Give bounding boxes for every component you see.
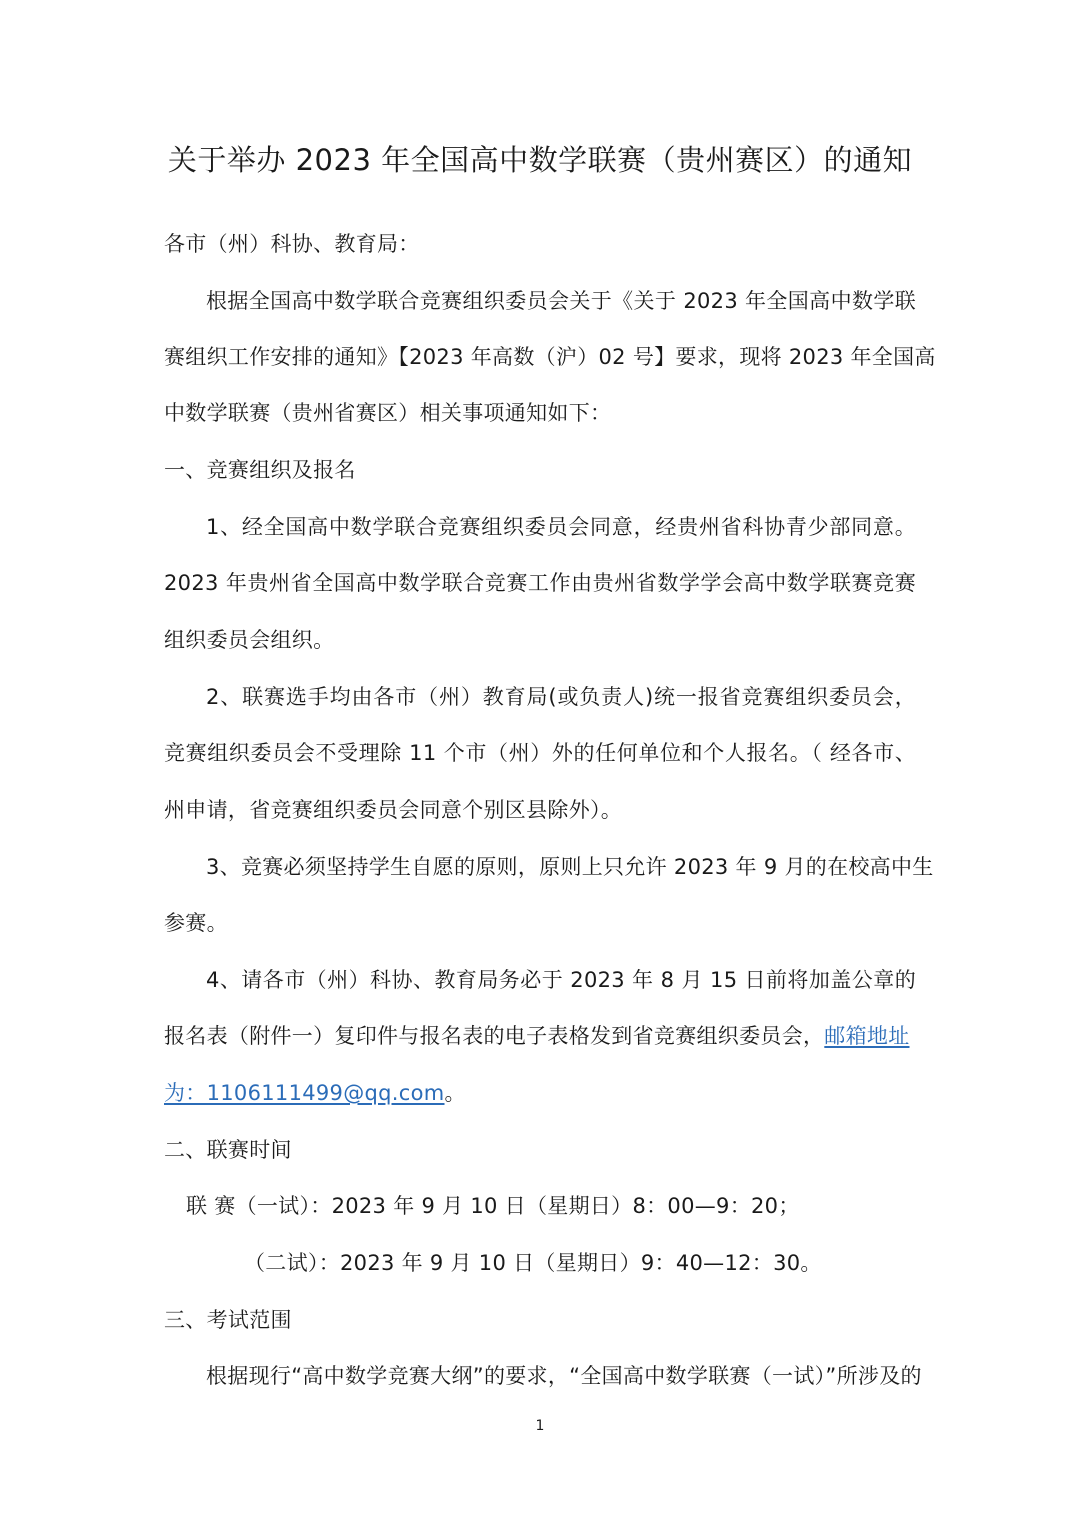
item-4-line-3-end: 。 (444, 1081, 466, 1105)
item-1-line-1: 1、经全国高中数学联合竞赛组织委员会同意，经贵州省科协青少部同意。 (206, 515, 916, 539)
item-2-line-1: 2、联赛选手均由各市（州）教育局(或负责人)统一报省竞赛组织委员会， (206, 685, 916, 709)
item-3-line-1: 3、竞赛必须坚持学生自愿的原则，原则上只允许 2023 年 9 月的在校高中生 (206, 855, 934, 879)
page-number: 1 (535, 1418, 545, 1434)
schedule-round-2: （二试）：2023 年 9 月 10 日（星期日）9：40—12：30。 (244, 1251, 822, 1275)
item-2-line-3: 州申请，省竞赛组织委员会同意个别区县除外）。 (164, 798, 623, 822)
intro-line-1: 根据全国高中数学联合竞赛组织委员会关于《关于 2023 年全国高中数学联 (206, 289, 916, 313)
item-4-line-2 (164, 1021, 916, 1051)
section-heading-1: 一、竞赛组织及报名 (164, 458, 356, 482)
item-2-line-2: 竞赛组织委员会不受理除 11 个市（州）外的任何单位和个人报名。（ 经各市、 (164, 741, 916, 765)
item-1-line-3: 组织委员会组织。 (164, 628, 335, 652)
item-4-line-2-text: 报名表（附件一）复印件与报名表的电子表格发到省竞赛组织委员会， (164, 1024, 825, 1048)
item-3-line-2: 参赛。 (164, 911, 228, 935)
schedule-round-1: 联 赛（一试）：2023 年 9 月 10 日（星期日）8：00—9：20； (186, 1194, 800, 1218)
section-heading-2: 二、联赛时间 (164, 1138, 292, 1162)
document-title: 关于举办 2023 年全国高中数学联赛（贵州赛区）的通知 (167, 143, 913, 177)
salutation: 各市（州）科协、教育局： (164, 232, 420, 256)
item-1-line-2: 2023 年贵州省全国高中数学联合竞赛工作由贵州省数学学会高中数学联赛竞赛 (164, 571, 916, 595)
scope-line-1: 根据现行“高中数学竞赛大纲”的要求，“全国高中数学联赛（一试）”所涉及的 (206, 1364, 922, 1388)
email-link-part-2[interactable]: 为：1106111499@qq.com (164, 1081, 445, 1105)
section-heading-3: 三、考试范围 (164, 1308, 292, 1332)
item-4-line-1: 4、请各市（州）科协、教育局务必于 2023 年 8 月 15 日前将加盖公章的 (206, 968, 916, 992)
intro-line-3: 中数学联赛（贵州省赛区）相关事项通知如下： (164, 401, 612, 425)
intro-line-2: 赛组织工作安排的通知》【2023 年高数（沪）02 号】要求，现将 2023 年全国高 (164, 345, 936, 369)
item-4-line-3 (164, 1078, 466, 1108)
email-link-part-1[interactable]: 邮箱地址 (824, 1024, 910, 1048)
